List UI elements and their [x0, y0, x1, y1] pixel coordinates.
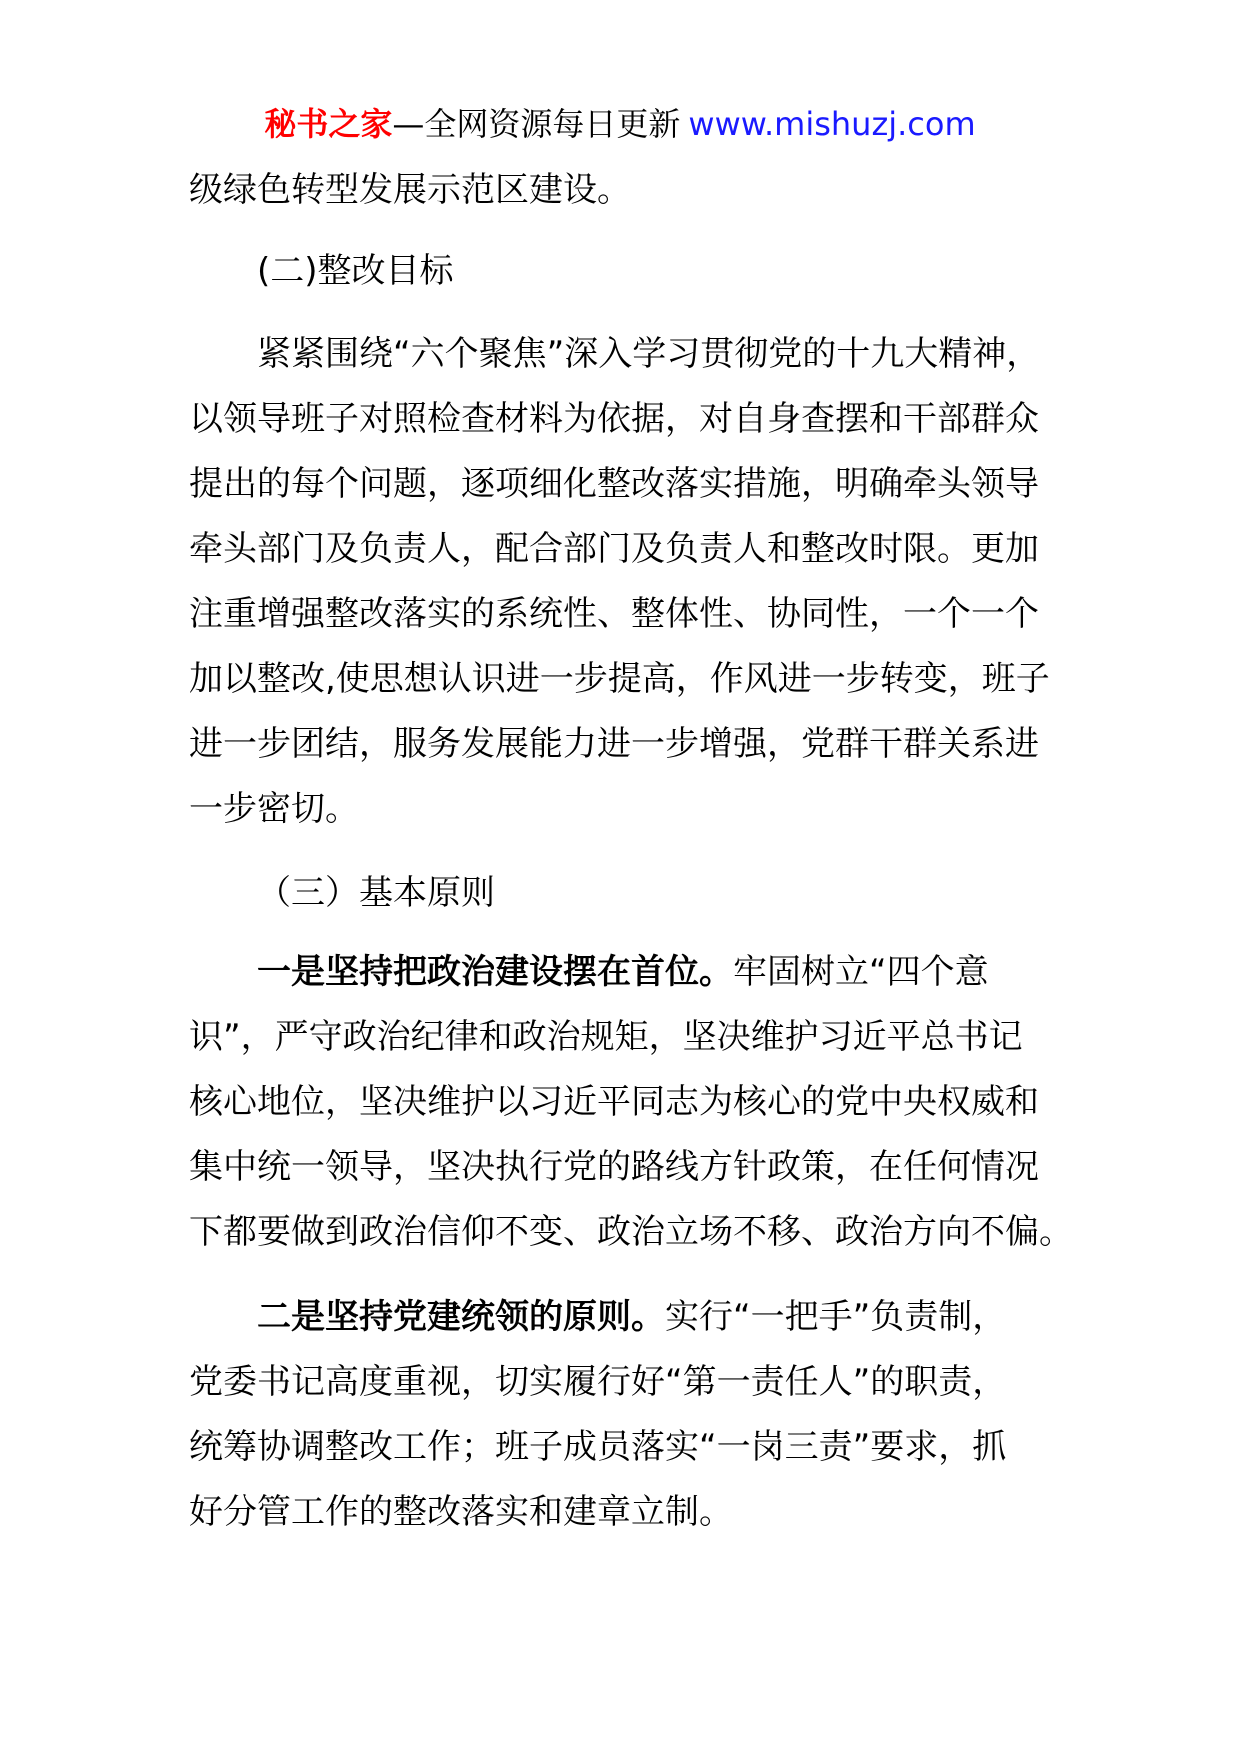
paragraph-principle-1: [189, 940, 1149, 1265]
paragraph-line: 统筹协调整改工作；班子成员落实“一岗三责”要求，抓: [189, 1427, 1007, 1467]
continuation-line: 级绿色转型发展示范区建设。: [189, 170, 631, 210]
page-header: [0, 104, 1240, 144]
paragraph-line: 进一步团结，服务发展能力进一步增强，党群干群关系进: [189, 724, 1039, 764]
paragraph-line: 以领导班子对照检查材料为依据，对自身查摆和干部群众: [189, 399, 1039, 439]
paragraph-line: 一步密切。: [189, 789, 359, 829]
paragraph-line: 识”，严守政治纪律和政治规矩，坚决维护习近平总书记: [189, 1017, 1023, 1057]
paragraph-line: 核心地位，坚决维护以习近平同志为核心的党中央权威和: [189, 1082, 1039, 1122]
principle-text: 牢固树立“四个意: [733, 952, 989, 992]
paragraph-principle-2: [189, 1285, 1149, 1545]
header-url: www.mishuzj.com: [688, 105, 976, 143]
section-heading: （三）基本原则: [257, 873, 495, 913]
paragraph-line: 下都要做到政治信仰不变、政治立场不移、政治方向不偏。: [189, 1212, 1073, 1252]
paragraph-line: 牵头部门及负责人，配合部门及负责人和整改时限。更加: [189, 529, 1039, 569]
brand-name: 秘书之家: [264, 105, 393, 143]
document-body: [189, 158, 1149, 1545]
section-heading-principles: [189, 861, 1149, 926]
paragraph-line: 党委书记高度重视，切实履行好“第一责任人”的职责，: [189, 1362, 1007, 1402]
paragraph-line: [189, 940, 1149, 1005]
paragraph-line: 紧紧围绕“六个聚焦”深入学习贯彻党的十九大精神，: [257, 334, 1041, 374]
paragraph-line: 提出的每个问题，逐项细化整改落实措施，明确牵头领导: [189, 464, 1039, 504]
paragraph-line: [189, 1285, 1149, 1350]
paragraph-target: [189, 322, 1149, 842]
section-heading: (二)整改目标: [257, 251, 454, 291]
principle-lead: 一是坚持把政治建设摆在首位。: [257, 952, 733, 992]
paragraph-line: 加以整改,使思想认识进一步提高，作风进一步转变，班子: [189, 659, 1050, 699]
paragraph-line: 好分管工作的整改落实和建章立制。: [189, 1492, 733, 1532]
section-heading-target: [189, 239, 1149, 304]
principle-text: 实行“一把手”负责制，: [665, 1297, 1007, 1337]
principle-lead: 二是坚持党建统领的原则。: [257, 1297, 665, 1337]
header-slogan: —全网资源每日更新: [392, 105, 681, 143]
paragraph-line: 集中统一领导，坚决执行党的路线方针政策，在任何情况: [189, 1147, 1039, 1187]
paragraph-line: 注重增强整改落实的系统性、整体性、协同性，一个一个: [189, 594, 1039, 634]
